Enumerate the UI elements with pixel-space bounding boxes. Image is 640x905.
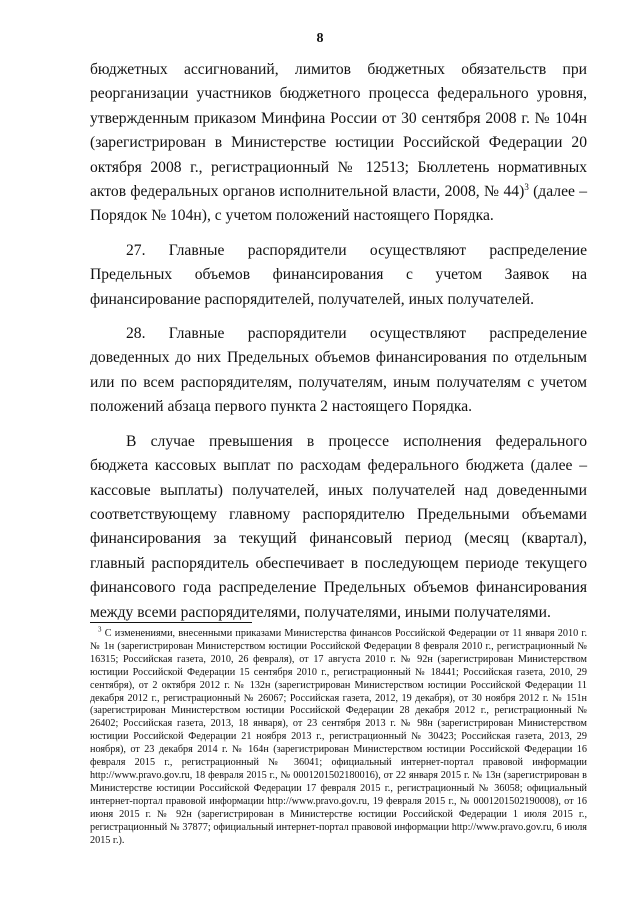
footnote bbox=[90, 625, 587, 847]
footnote-reference[interactable]: 3 bbox=[524, 181, 529, 192]
footnote-marker: 3 bbox=[98, 625, 102, 634]
paragraph-continuation bbox=[90, 58, 587, 229]
paragraph-text: бюджетных ассигнований, лимитов бюджетных обязательств при реорганизации участников бюджетного процесса федерального уровня, утвержденным приказом Минфина России от 30 сентября 2008 г. № 104н (зарегистрирован в Министерстве юстиции Российской Федерации 20 октября 2008 г., регистрационный № 12513; Бюллетень нормативных актов федеральных органов исполнительной власти, 2008, № 44) bbox=[90, 61, 587, 201]
footnote-text: С изменениями, внесенными приказами Министерства финансов Российской Федерации от 11 января 2010 г. № 1н (зарегистрирован Министерством юстиции Российской Федерации 8 февраля 2010 г., регистрационный № 16315; Российская газета, 2010, 26 февраля), от 17 августа 2010 г. № 92н (зарегистрирован Министерством юстиции Российской Федерации 15 сентября 2010 г., регистрационный № 18441; Российская газета, 2010, 29 сентября), от 2 октября 2012 г. № 132н (зарегистрирован Министерством юстиции Российской Федерации 11 декабря 2012 г., регистрационный № 26067; Российская газета, 2012, 19 декабря), от 30 ноября 2012 г. № 151н (зарегистрирован Министерством юстиции Российской Федерации 28 декабря 2012 г., регистрационный № 26402; Российская газета, 2013, 18 января), от 23 сентября 2013 г. № 98н (зарегистрирован Министерством юстиции Российской Федерации 21 ноября 2013 г., регистрационный № 30423; Российская газета, 2013, 29 ноября), от 23 декабря 2014 г. № 164н (зарегистрирован Министерством юстиции Российской Федерации 16 февраля 2015 г., регистрационный № 36041; официальный интернет-портал правовой информации http://www.pravo.gov.ru, 18 февраля 2015 г., № 0001201502180016), от 22 января 2015 г. № 13н (зарегистрирован в Министерстве юстиции Российской Федерации 17 февраля 2015 г., регистрационный № 36058; официальный интернет-портал правовой информации http://www.pravo.gov.ru, 19 февраля 2015 г., № 0001201502190008), от 16 июня 2015 г. № 92н (зарегистрирован в Министерстве юстиции Российской Федерации 1 июля 2015 г., регистрационный № 37877; официальный интернет-портал правовой информации http://www.pravo.gov.ru, 6 июля 2015 г.). bbox=[90, 628, 587, 846]
paragraph-text-tail: (далее – Порядок № 104н), с учетом положений настоящего Порядка. bbox=[90, 183, 587, 225]
paragraph-excess-payments: В случае превышения в процессе исполнения федерального бюджета кассовых выплат по расходам федерального бюджета (далее – кассовые выплаты) получателей, иных получателей над доведенными соответствующему главному распорядителю Предельными объемами финансирования за текущий финансовый период (месяц (квартал), главный распорядитель обеспечивает в последующем периоде текущего финансового года распределение Предельных объемов финансирования между всеми распорядителями, получателями, иными получателями. bbox=[90, 432, 587, 621]
page-number: 8 bbox=[316, 31, 324, 46]
paragraph-item-27: 27. Главные распорядители осуществляют распределение Предельных объемов финансирования с учетом Заявок на финансирование распорядителей, получателей, иных получателей. bbox=[90, 241, 587, 308]
footnote-separator bbox=[90, 622, 252, 623]
body-text bbox=[90, 58, 587, 635]
paragraph-item-28: 28. Главные распорядители осуществляют распределение доведенных до них Предельных объемов финансирования по отдельным или по всем распорядителям, получателям, иным получателям с учетом положений абзаца первого пункта 2 настоящего Порядка. bbox=[90, 325, 587, 416]
